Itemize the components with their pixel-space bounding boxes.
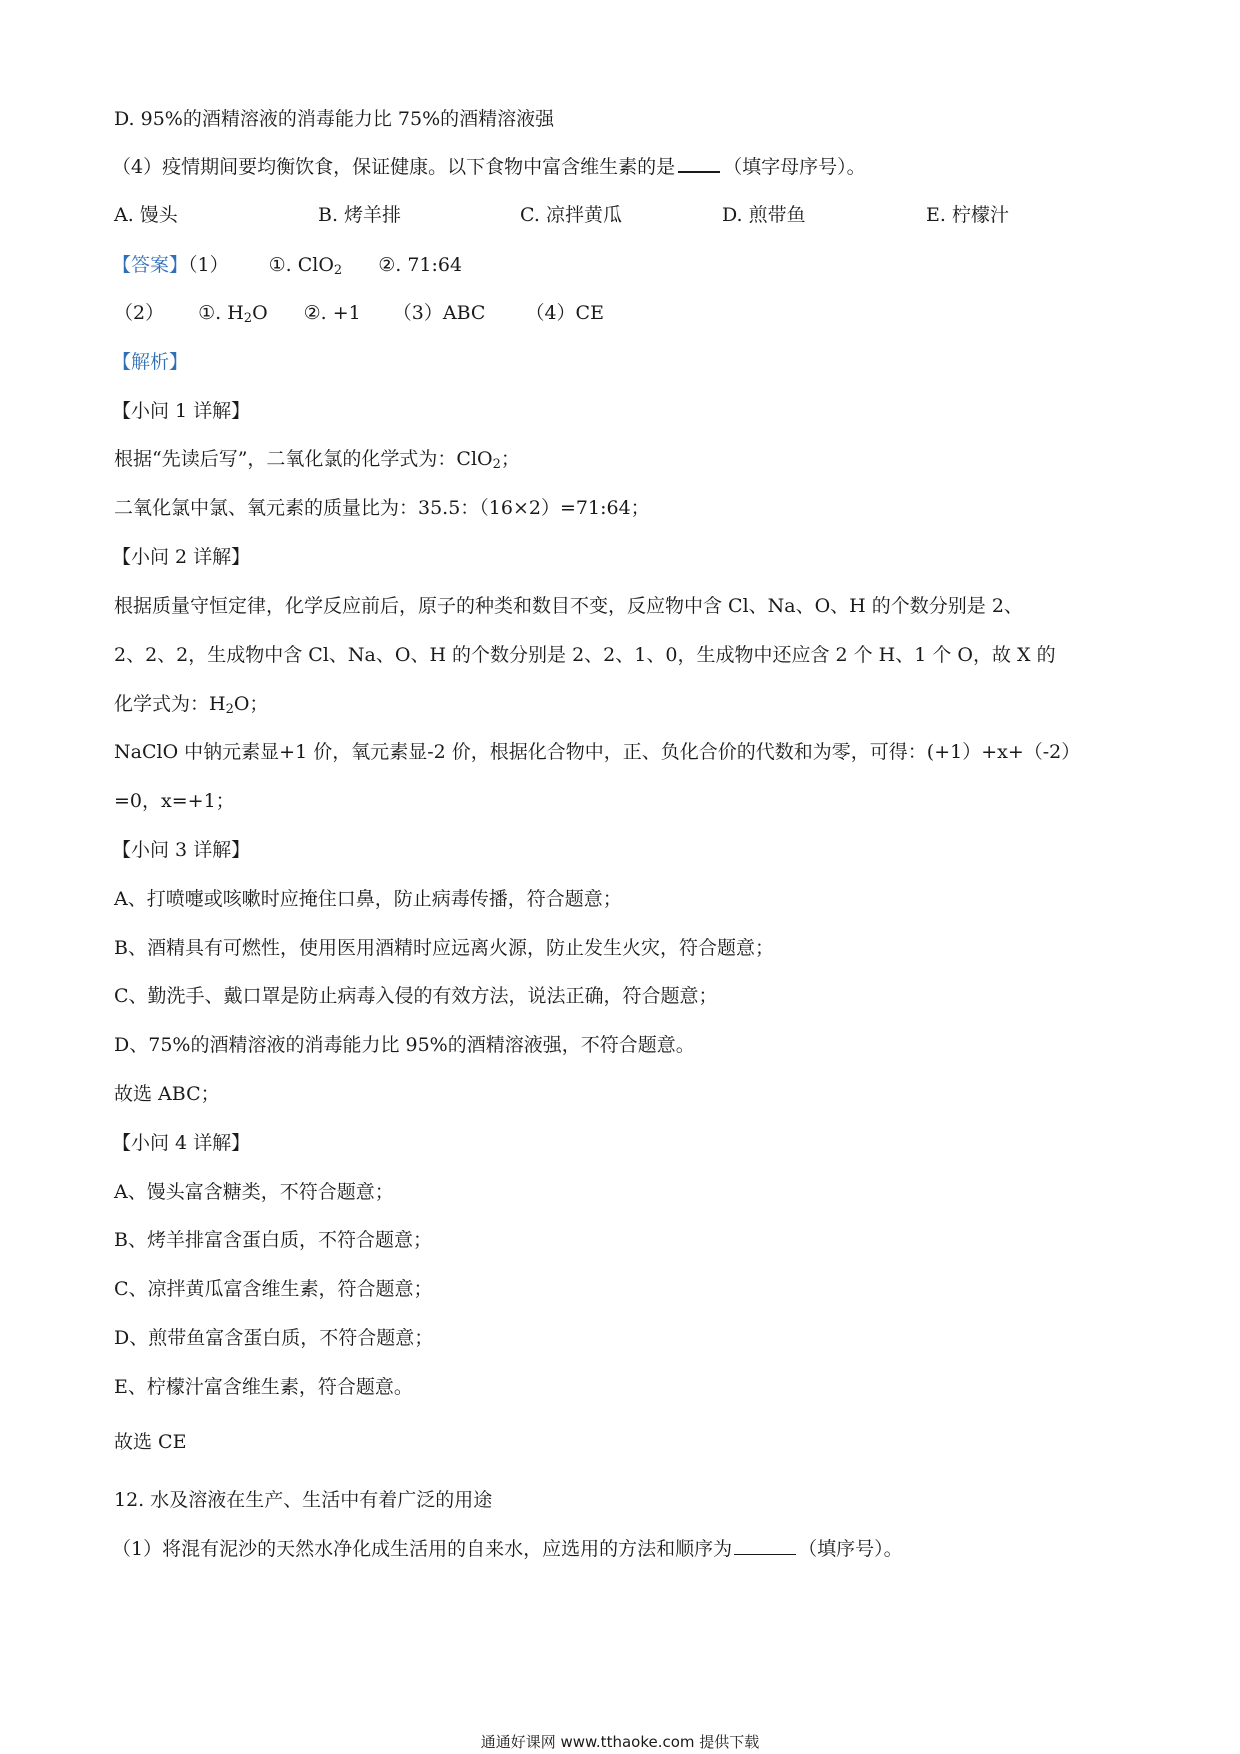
food-option-e: E. 柠檬汁 bbox=[926, 204, 1009, 226]
answer-row-2 bbox=[114, 302, 604, 326]
section-4-a: A、馒头富含糖类，不符合题意； bbox=[114, 1181, 394, 1203]
section-1-title: 【小问 1 详解】 bbox=[112, 400, 251, 422]
answer-part-3: （3）ABC bbox=[392, 302, 486, 324]
section-1-line-2: 二氧化氯中氯、氧元素的质量比为：35.5：（16×2）=71:64； bbox=[114, 497, 650, 519]
section-3-c: C、勤洗手、戴口罩是防止病毒入侵的有效方法，说法正确，符合题意； bbox=[114, 985, 718, 1007]
food-option-b: B. 烤羊排 bbox=[318, 204, 402, 226]
section-4-c: C、凉拌黄瓜富含维生素，符合题意； bbox=[114, 1278, 433, 1300]
food-option-c: C. 凉拌黄瓜 bbox=[520, 204, 622, 226]
section-2-title: 【小问 2 详解】 bbox=[112, 546, 251, 568]
answer-part-1: （1） bbox=[188, 254, 229, 276]
answer-2-2: ②. +1 bbox=[303, 302, 361, 324]
page-footer: 通通好课网 www.tthaoke.com 提供下载 bbox=[480, 1733, 760, 1751]
question-12-part-1: （1）将混有泥沙的天然水净化成生活用的自来水，应选用的方法和顺序为 （填序号）。 bbox=[112, 1538, 903, 1560]
answer-blank bbox=[678, 170, 720, 173]
section-1-line-1: 根据“先读后写”，二氧化氯的化学式为：ClO$_2$； bbox=[114, 448, 520, 472]
answer-2-1: ①. $H_2O$ bbox=[198, 302, 268, 326]
section-4-title: 【小问 4 详解】 bbox=[112, 1132, 251, 1154]
food-option-d: D. 煎带鱼 bbox=[722, 204, 806, 226]
section-2-line-3: 化学式为：$H_2O$； bbox=[114, 693, 269, 717]
answer-part-2: （2） bbox=[114, 302, 165, 324]
section-4-d: D、煎带鱼富含蛋白质，不符合题意； bbox=[114, 1327, 434, 1349]
answer-1-1: ①. ClO$_2$ bbox=[268, 254, 343, 278]
section-3-b: B、酒精具有可燃性，使用医用酒精时应远离火源，防止发生火灾，符合题意； bbox=[114, 937, 774, 959]
section-4-conclusion: 故选 CE bbox=[114, 1431, 187, 1453]
q4-stem bbox=[112, 158, 866, 177]
section-4-e: E、柠檬汁富含维生素，符合题意。 bbox=[114, 1376, 413, 1398]
answer-1-2: ②. 71:64 bbox=[378, 254, 463, 276]
answer-label: 【答案】 bbox=[112, 254, 189, 276]
section-2-line-1: 根据质量守恒定律，化学反应前后，原子的种类和数目不变，反应物中含 Cl、Na、O、H 的个数分别是 2、 bbox=[114, 595, 1023, 617]
analysis-label: 【解析】 bbox=[112, 351, 189, 373]
answer-blank bbox=[734, 1553, 796, 1555]
food-option-a: A. 馒头 bbox=[114, 204, 178, 226]
answer-part-4: （4）CE bbox=[525, 302, 604, 324]
option-d: D. 95%的酒精溶液的消毒能力比 75%的酒精溶液强 bbox=[114, 108, 555, 130]
q4-suffix: （填字母序号）。 bbox=[723, 156, 866, 178]
section-2-line-2: 2、2、2，生成物中含 Cl、Na、O、H 的个数分别是 2、2、1、0，生成物中还应含 2 个 H、1 个 O，故 X 的 bbox=[114, 644, 1056, 666]
section-2-line-4: NaClO 中钠元素显+1 价，氧元素显-2 价，根据化合物中，正、负化合价的代数和为零，可得：(+1）+x+（-2） bbox=[114, 741, 1081, 763]
q4-prefix: （4）疫情期间要均衡饮食，保证健康。以下食物中富含维生素的是 bbox=[112, 156, 676, 178]
section-3-a: A、打喷嚏或咳嗽时应掩住口鼻，防止病毒传播，符合题意； bbox=[114, 888, 622, 910]
section-4-b: B、烤羊排富含蛋白质，不符合题意； bbox=[114, 1229, 432, 1251]
answer-row-1 bbox=[112, 254, 463, 278]
section-3-d: D、75%的酒精溶液的消毒能力比 95%的酒精溶液强，不符合题意。 bbox=[114, 1034, 695, 1056]
question-12-title: 12. 水及溶液在生产、生活中有着广泛的用途 bbox=[114, 1489, 493, 1511]
section-2-line-5: =0，x=+1； bbox=[114, 790, 235, 812]
section-3-title: 【小问 3 详解】 bbox=[112, 839, 251, 861]
section-3-conclusion: 故选 ABC； bbox=[114, 1083, 220, 1105]
